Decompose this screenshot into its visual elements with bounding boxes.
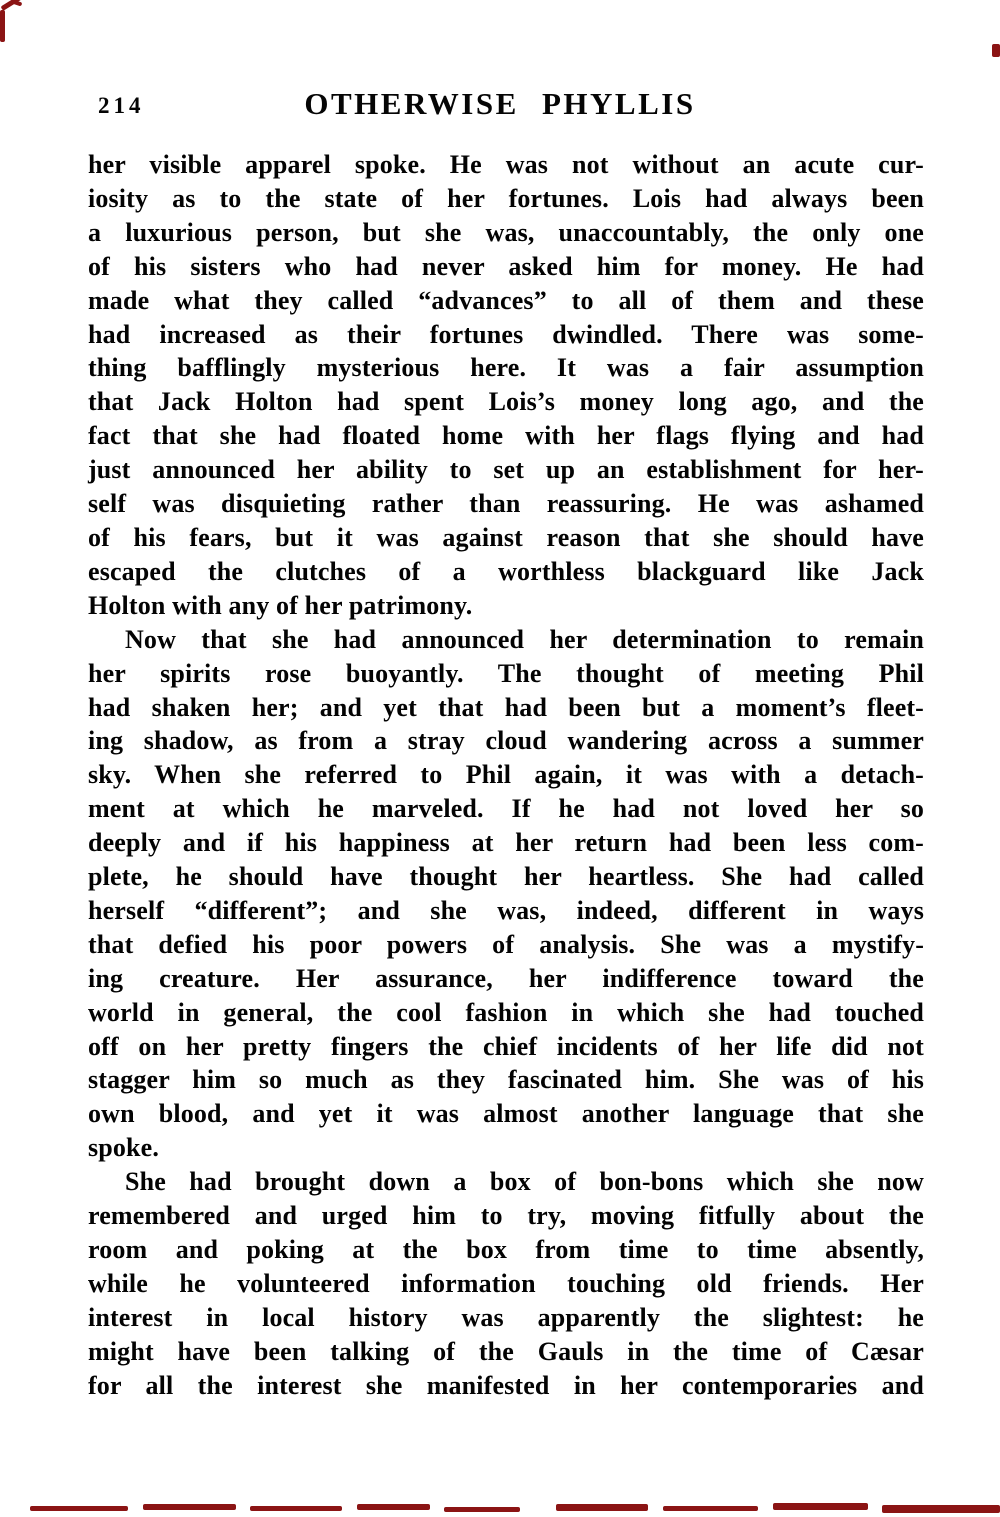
text-line: deeply and if his happiness at her return had been less com- — [88, 828, 924, 858]
scan-artifact-edge-dash — [0, 10, 5, 42]
page-header-title: OTHERWISE PHYLLIS — [304, 86, 696, 121]
text-line: remembered and urged him to try, moving fitfully about the — [88, 1201, 924, 1231]
text-line: thing bafflingly mysterious here. It was a fair assumption — [88, 353, 924, 383]
text-line: own blood, and yet it was almost another language that she — [88, 1099, 924, 1129]
scan-artifact-bottom-dash — [143, 1504, 236, 1510]
text-line: interest in local history was apparently the slightest: he — [88, 1302, 924, 1332]
text-line: while he volunteered information touching old friends. Her — [88, 1268, 924, 1298]
text-line: iosity as to the state of her fortunes. Lois had always been — [88, 183, 924, 213]
scan-artifact-edge-dash — [992, 44, 1000, 57]
text-line: fact that she had floated home with her flags flying and had — [88, 421, 924, 451]
text-line: off on her pretty fingers the chief incidents of her life did not — [88, 1031, 924, 1061]
text-line: spoke. — [88, 1133, 159, 1163]
text-line: self was disquieting rather than reassuring. He was ashamed — [88, 489, 924, 519]
text-line: ment at which he marveled. If he had not loved her so — [88, 794, 924, 824]
text-line: stagger him so much as they fascinated him. She was of his — [88, 1065, 924, 1095]
text-line: of his sisters who had never asked him for money. He had — [88, 251, 924, 281]
text-line: for all the interest she manifested in her contemporaries and — [88, 1370, 924, 1400]
text-line: had shaken her; and yet that had been but a moment’s fleet- — [88, 692, 924, 722]
text-line: might have been talking of the Gauls in the time of Cæsar — [88, 1336, 924, 1366]
text-line: that Jack Holton had spent Lois’s money long ago, and the — [88, 387, 924, 417]
text-line: a luxurious person, but she was, unaccountably, the only one — [88, 217, 924, 247]
text-line: sky. When she referred to Phil again, it was with a detach- — [88, 760, 924, 790]
text-line: Holton with any of her patrimony. — [88, 590, 473, 620]
text-line: She had brought down a box of bon-bons which she now — [125, 1167, 924, 1197]
text-line: just announced her ability to set up an establishment for her- — [88, 455, 924, 485]
text-line: herself “different”; and she was, indeed, different in ways — [88, 895, 924, 925]
text-line: her spirits rose buoyantly. The thought of meeting Phil — [88, 658, 924, 688]
scan-artifact-bottom-dash — [30, 1506, 128, 1511]
scan-artifact-bottom-dash — [357, 1504, 430, 1510]
text-line: that defied his poor powers of analysis. She was a mystify- — [88, 929, 924, 959]
scan-artifact-bottom-dash — [250, 1506, 342, 1511]
text-line: world in general, the cool fashion in which she had touched — [88, 997, 924, 1027]
text-line: made what they called “advances” to all of them and these — [88, 285, 924, 315]
scan-artifact-bottom-dash — [444, 1507, 520, 1512]
text-line: ing creature. Her assurance, her indifference toward the — [88, 963, 924, 993]
text-line: room and poking at the box from time to time absently, — [88, 1235, 924, 1264]
page-number: 214 — [98, 93, 145, 118]
scan-artifact-bottom-dash — [773, 1503, 868, 1510]
text-line: ing shadow, as from a stray cloud wandering across a summer — [88, 726, 924, 756]
text-line: had increased as their fortunes dwindled. There was some- — [88, 319, 924, 349]
scan-artifact-bottom-dash — [663, 1506, 758, 1511]
scan-artifact-bottom-dash — [882, 1505, 1000, 1513]
text-line: of his fears, but it was against reason that she should have — [88, 522, 924, 552]
scan-artifact-bottom-dash — [556, 1504, 648, 1511]
scan-artifact-corner-stroke — [12, 0, 23, 6]
text-line: escaped the clutches of a worthless blackguard like Jack — [88, 556, 924, 586]
text-line: her visible apparel spoke. He was not without an acute cur- — [88, 150, 924, 179]
text-line: Now that she had announced her determination to remain — [125, 624, 924, 654]
text-block — [88, 148, 924, 1403]
text-line: plete, he should have thought her heartless. She had called — [88, 862, 924, 892]
